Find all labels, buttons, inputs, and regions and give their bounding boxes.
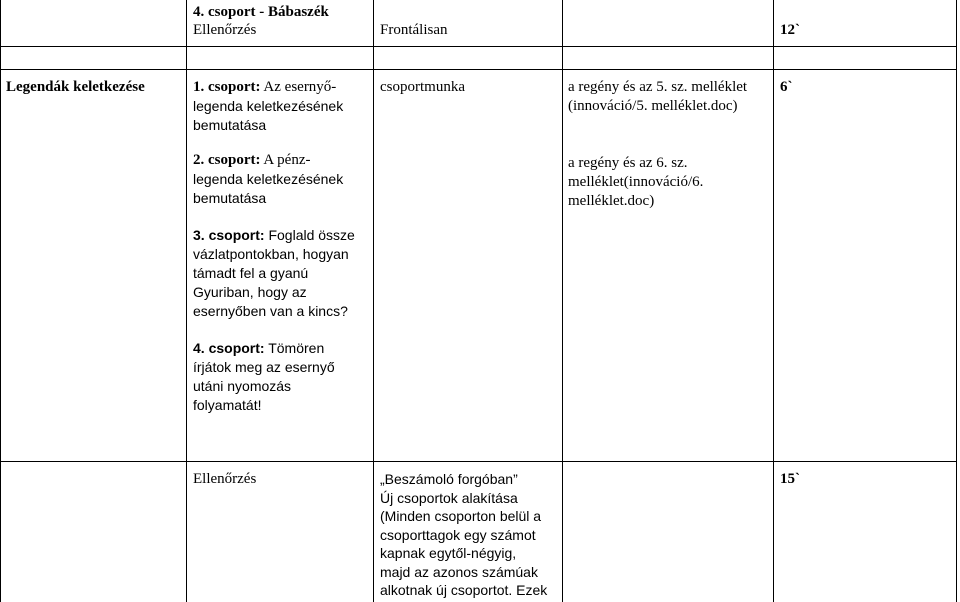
resource-line: a regény és az 5. sz. melléklet [568, 79, 748, 95]
resource-line: melléklet.doc) [568, 193, 655, 209]
task-line: esernyőben van a kincs? [193, 303, 348, 319]
topic-label: Legendák keletkezése [6, 79, 145, 95]
task-line: vázlatpontokban, hogyan [193, 246, 349, 262]
time-value: 12` [780, 22, 800, 38]
table-border-right [956, 0, 957, 602]
column-divider-2 [373, 0, 374, 602]
task-line: támadt fel a gyanú [193, 265, 309, 281]
activity-description [380, 470, 547, 600]
task-line: A pénz- [260, 152, 311, 168]
description-line: alkotnak új csoportot. Ezek [380, 582, 548, 598]
time-value: 15` [780, 471, 800, 487]
column-divider-1 [186, 0, 187, 602]
resource-line: melléklet(innováció/6. [568, 174, 704, 190]
method-label: Frontálisan [380, 22, 448, 38]
description-line: majd az azonos számúak [380, 563, 538, 580]
task-line: legenda keletkezésének [193, 98, 344, 114]
task-line: bemutatása [193, 190, 267, 206]
resource-line: a regény és az 6. sz. [568, 155, 688, 171]
description-line: Új csoportok alakítása [380, 489, 518, 506]
group-title: 4. csoport - Bábaszék [193, 4, 329, 20]
task-line: utáni nyomozás [193, 378, 292, 394]
task-line: Tömören [264, 340, 325, 356]
check-label: Ellenőrzés [193, 22, 257, 38]
row-divider-3 [0, 461, 957, 462]
group-number: 2. csoport: [193, 152, 261, 168]
description-line: csoporttagok egy számot [380, 526, 536, 543]
resource-2 [568, 154, 703, 211]
work-form: csoportmunka [380, 79, 465, 95]
table-border-left [0, 0, 1, 602]
task-line: Az esernyő- [260, 79, 337, 95]
task-line: folyamatát! [193, 397, 262, 413]
task-line: Gyuriban, hogy az [193, 284, 307, 300]
column-divider-3 [562, 0, 563, 602]
group-number: 4. csoport: [193, 340, 265, 356]
description-line: (Minden csoporton belül a [380, 508, 542, 524]
group-task-4 [193, 339, 335, 415]
row-divider-2 [0, 69, 957, 70]
time-value: 6` [780, 79, 793, 95]
task-line: bemutatása [193, 117, 267, 133]
resource-line: (innováció/5. melléklet.doc) [568, 98, 738, 114]
description-line: „Beszámoló forgóban” [380, 471, 518, 487]
group-number: 1. csoport: [193, 79, 261, 95]
group-task-1 [193, 78, 343, 135]
column-divider-4 [773, 0, 774, 602]
task-line: legenda keletkezésének [193, 171, 344, 187]
task-line: írjátok meg az esernyő [193, 359, 335, 375]
resource-1 [568, 78, 747, 116]
description-line: kapnak egytől-négyig, [380, 545, 517, 561]
group-task-2 [193, 151, 343, 208]
check-label: Ellenőrzés [193, 471, 257, 487]
group-number: 3. csoport: [193, 227, 265, 243]
row-divider-1 [0, 46, 957, 47]
task-line: Foglald össze [264, 227, 355, 243]
group-task-3 [193, 226, 355, 321]
